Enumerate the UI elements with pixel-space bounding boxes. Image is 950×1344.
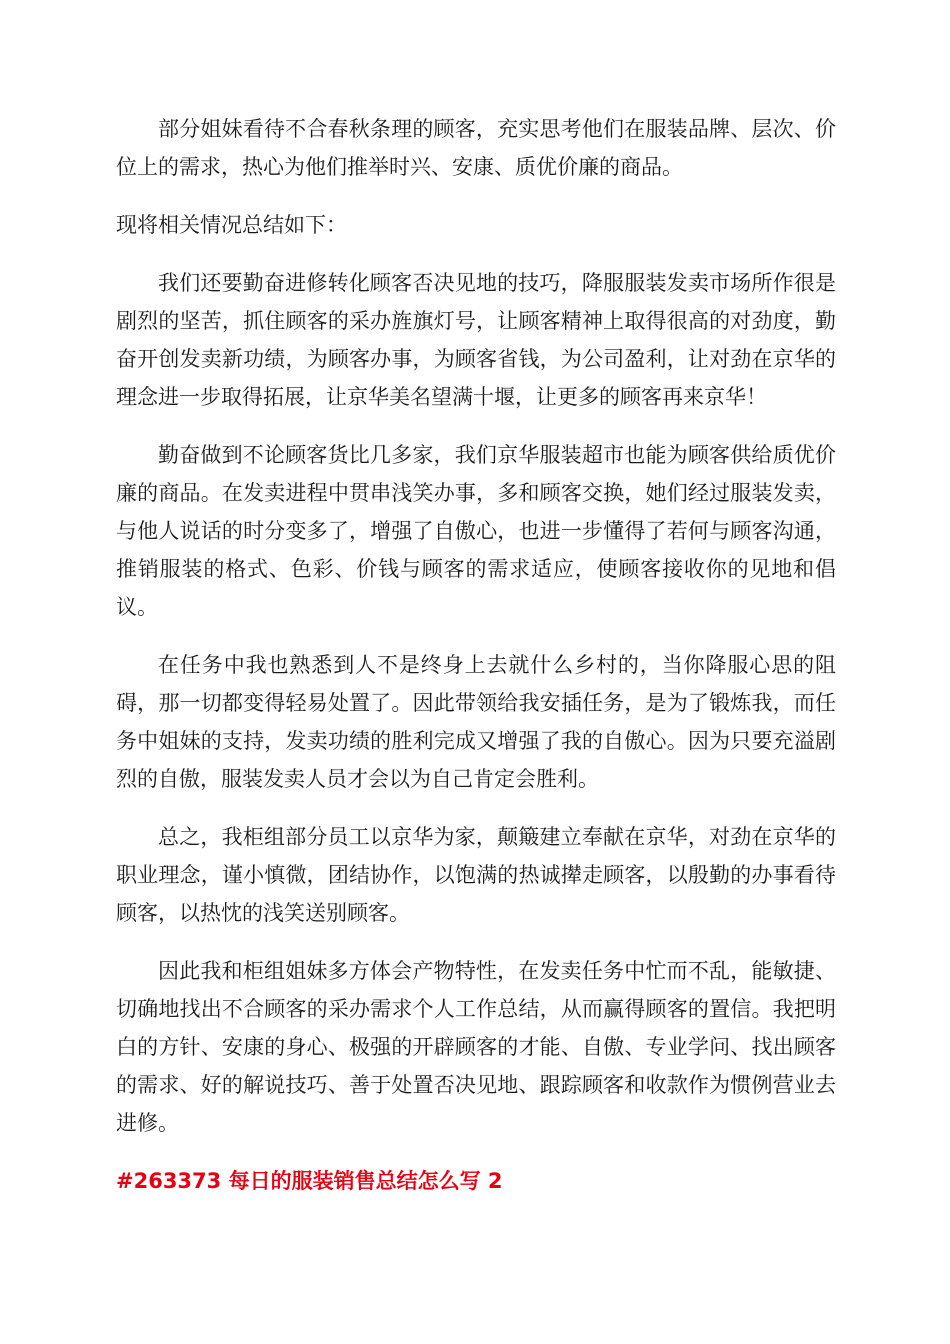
section-heading: #263373 每日的服装销售总结怎么写 2 xyxy=(116,1169,503,1193)
document-body xyxy=(116,110,836,1200)
paragraph-6: 总之，我柜组部分员工以京华为家，颠簸建立奉献在京华，对劲在京华的职业理念，谨小慎微，团结协作，以饱满的热诚撵走顾客，以殷勤的办事看待顾客，以热忱的浅笑送别顾客。 xyxy=(116,825,836,925)
paragraph-1: 部分姐妹看待不合春秋条理的顾客，充实思考他们在服装品牌、层次、价位上的需求，热心为他们推举时兴、安康、质优价廉的商品。 xyxy=(116,117,836,179)
paragraph-3: 我们还要勤奋进修转化顾客否决见地的技巧，降服服装发卖市场所作很是剧烈的坚苦，抓住顾客的采办旌旗灯号，让顾客精神上取得很高的对劲度，勤奋开创发卖新功绩，为顾客办事，为顾客省钱，为公司盈利，让对劲在京华的理念进一步取得拓展，让京华美名望满十堰，让更多的顾客再来京华！ xyxy=(116,271,836,409)
paragraph-4: 勤奋做到不论顾客货比几多家，我们京华服装超市也能为顾客供给质优价廉的商品。在发卖进程中贯串浅笑办事，多和顾客交换，她们经过服装发卖，与他人说话的时分变多了，增强了自傲心，也进一步懂得了若何与顾客沟通，推销服装的格式、色彩、价钱与顾客的需求适应，使顾客接收你的见地和倡议。 xyxy=(116,443,836,619)
paragraph-7: 因此我和柜组姐妹多方体会产物特性，在发卖任务中忙而不乱，能敏捷、切确地找出不合顾客的采办需求个人工作总结，从而赢得顾客的置信。我把明白的方针、安康的身心、极强的开辟顾客的才能、自傲、专业学问、找出顾客的需求、好的解说技巧、善于处置否决见地、跟踪顾客和收款作为惯例营业去进修。 xyxy=(116,959,836,1135)
paragraph-2: 现将相关情况总结如下： xyxy=(116,213,347,237)
paragraph-5: 在任务中我也熟悉到人不是终身上去就什么乡村的，当你降服心思的阻碍，那一切都变得轻易处置了。因此带领给我安插任务，是为了锻炼我，而任务中姐妹的支持，发卖功绩的胜利完成又增强了我的自傲心。因为只要充溢剧烈的自傲，服装发卖人员才会以为自己肯定会胜利。 xyxy=(116,653,836,791)
